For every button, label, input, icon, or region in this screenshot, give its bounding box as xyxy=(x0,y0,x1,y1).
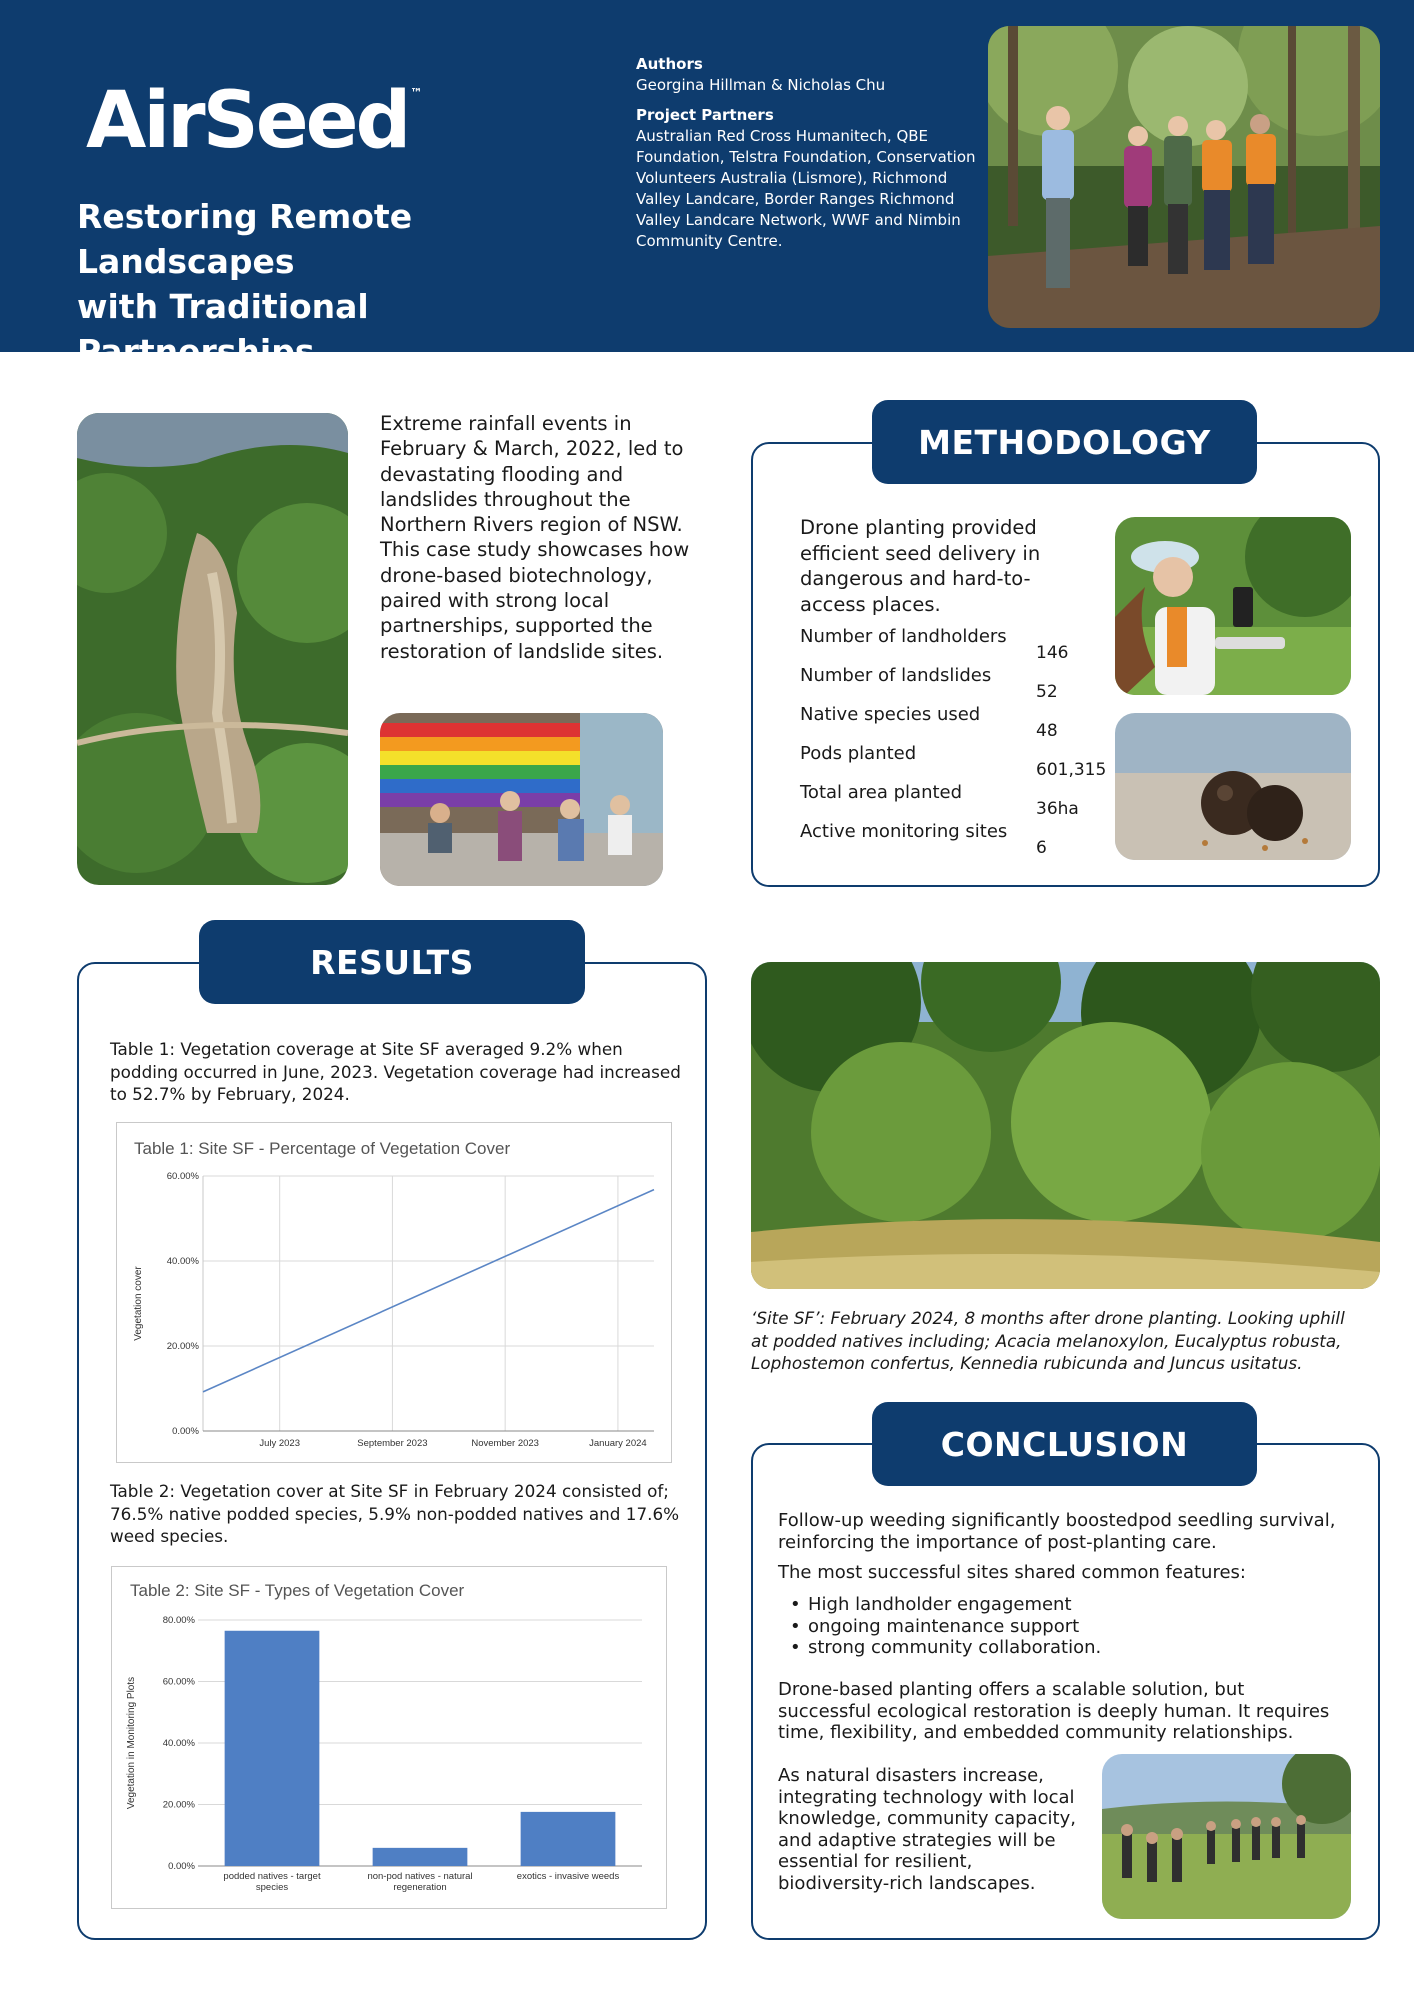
chart2-x-tick-label: exotics - invasive weeds xyxy=(516,1871,620,1882)
line-chart-svg xyxy=(117,1123,673,1464)
chart1-y-tick-label: 40.00% xyxy=(166,1256,199,1267)
conclusion-heading: CONCLUSION xyxy=(872,1402,1257,1486)
partners-label: Project Partners xyxy=(636,106,774,124)
stat-label-landslides: Number of landslides xyxy=(800,665,992,686)
brand-logo: AirSeed ™ xyxy=(86,76,423,166)
chart2-y-tick-label: 60.00% xyxy=(162,1676,195,1688)
bullet-item: • strong community collaboration. xyxy=(778,1637,1338,1659)
chart1-y-tick-label: 0.00% xyxy=(172,1426,199,1437)
stat-value-area: 36ha xyxy=(1036,799,1079,819)
chart1-x-tick-label: November 2023 xyxy=(471,1438,539,1449)
authors-label: Authors xyxy=(636,55,703,73)
seed-pods-photo xyxy=(1115,713,1351,860)
chart2-y-tick-label: 80.00% xyxy=(162,1615,195,1626)
table2-description: Table 2: Vegetation cover at Site SF in February 2024 consisted of; 76.5% native podded species, 5.9% non-podded natives and 17.6% weed species. xyxy=(110,1481,680,1547)
chart2-bar xyxy=(373,1848,468,1866)
results-heading: RESULTS xyxy=(199,920,585,1004)
stat-value-landholders: 146 xyxy=(1036,643,1069,663)
intro-paragraph: Extreme rainfall events in February & March, 2022, led to devastating flooding and landslides throughout the Northern Rivers region of NSW. This case study showcases how drone-based biotechnology, paired with strong local partnerships, supported the restoration of landslide sites. xyxy=(380,412,690,663)
site-sf-caption: ‘Site SF’: February 2024, 8 months after drone planting. Looking uphill at podded natives including; Acacia melanoxylon, Eucalyptus robusta, Lophostemon confertus, Kennedia rubicunda and Juncus usitatus. xyxy=(751,1308,1345,1374)
chart2-x-tick-label: regeneration xyxy=(393,1882,447,1893)
stat-value-monitoring: 6 xyxy=(1036,838,1047,858)
team-photo xyxy=(988,26,1380,328)
stat-label-landholders: Number of landholders xyxy=(800,626,1007,647)
chart1-y-tick-label: 20.00% xyxy=(166,1341,199,1352)
chart2-y-tick-label: 20.00% xyxy=(162,1799,195,1811)
table1-description: Table 1: Vegetation coverage at Site SF averaged 9.2% when podding occurred in June, 2023. Vegetation coverage had increased to 52.7% by February, 2024. xyxy=(110,1039,681,1105)
chart1-x-tick-label: January 2024 xyxy=(589,1438,647,1449)
chart2-x-tick-label: non-pod natives - natural xyxy=(367,1871,473,1882)
vegetation-cover-line-chart xyxy=(116,1122,672,1463)
methodology-description: Drone planting provided efficient seed delivery in dangerous and hard-to-access places. xyxy=(800,516,1041,616)
chart1-y-axis-label: Vegetation cover xyxy=(133,1266,144,1341)
chart2-y-tick-label: 0.00% xyxy=(168,1861,195,1872)
chart2-x-tick-label: podded natives - target xyxy=(223,1871,321,1882)
field-visit-photo xyxy=(1102,1754,1351,1919)
conclusion-paragraph-2: The most successful sites shared common features: xyxy=(778,1562,1246,1583)
authors-block xyxy=(636,54,976,252)
conclusion-paragraph-1: Follow-up weeding significantly boostedpod seedling survival, reinforcing the importance of post-planting care. xyxy=(778,1510,1336,1553)
site-sf-photo xyxy=(751,962,1380,1289)
stat-value-landslides: 52 xyxy=(1036,682,1058,702)
stat-value-species: 48 xyxy=(1036,721,1058,741)
landslide-aerial-photo xyxy=(77,413,348,885)
conclusion-paragraph-4: As natural disasters increase, integrating technology with local knowledge, community capacity, and adaptive strategies will be essential for resilient, biodiversity-rich landscapes. xyxy=(778,1765,1076,1894)
partners-list: Australian Red Cross Humanitech, QBE Foundation, Telstra Foundation, Conservation Volunteers Australia (Lismore), Richmond Valley Landcare, Border Ranges Richmond Valley Landcare Network, WWF and Nimbin Community Centre. xyxy=(636,127,976,250)
bullet-item: • High landholder engagement xyxy=(778,1594,1338,1616)
chart2-bar xyxy=(521,1812,616,1866)
community-gathering-photo xyxy=(380,713,663,886)
chart1-x-tick-label: July 2023 xyxy=(259,1438,301,1449)
chart2-title: Table 2: Site SF - Types of Vegetation Cover xyxy=(130,1581,465,1600)
authors-names: Georgina Hillman & Nicholas Chu xyxy=(636,76,886,94)
bar-chart-svg xyxy=(112,1567,668,1910)
methodology-heading: METHODOLOGY xyxy=(872,400,1257,484)
stat-value-pods: 601,315 xyxy=(1036,760,1107,780)
drone-pilot-photo xyxy=(1115,517,1351,695)
chart1-y-tick-label: 60.00% xyxy=(166,1171,199,1182)
stat-label-area: Total area planted xyxy=(800,782,963,803)
poster-subtitle: Restoring Remote Landscapes with Traditional Partnerships xyxy=(77,197,413,371)
chart1-x-tick-label: September 2023 xyxy=(357,1438,428,1449)
chart1-title: Table 1: Site SF - Percentage of Vegetation Cover xyxy=(134,1139,511,1158)
chart1-series-line xyxy=(203,1190,654,1392)
chart2-bar xyxy=(225,1631,320,1866)
chart2-y-axis-label: Vegetation in Monitoring Plots xyxy=(126,1676,137,1810)
conclusion-paragraph-3: Drone-based planting offers a scalable solution, but successful ecological restoration is deeply human. It requires time, flexibility, and embedded community relationships. xyxy=(778,1679,1330,1743)
chart2-x-tick-label: species xyxy=(255,1882,289,1893)
vegetation-types-bar-chart xyxy=(111,1566,667,1909)
stat-label-monitoring: Active monitoring sites xyxy=(800,821,1008,842)
header-banner xyxy=(0,0,1414,371)
conclusion-bullets xyxy=(778,1594,1338,1659)
stat-label-species: Native species used xyxy=(800,704,981,725)
stat-label-pods: Pods planted xyxy=(800,743,917,764)
chart2-y-tick-label: 40.00% xyxy=(162,1738,195,1749)
bullet-item: • ongoing maintenance support xyxy=(778,1616,1338,1638)
